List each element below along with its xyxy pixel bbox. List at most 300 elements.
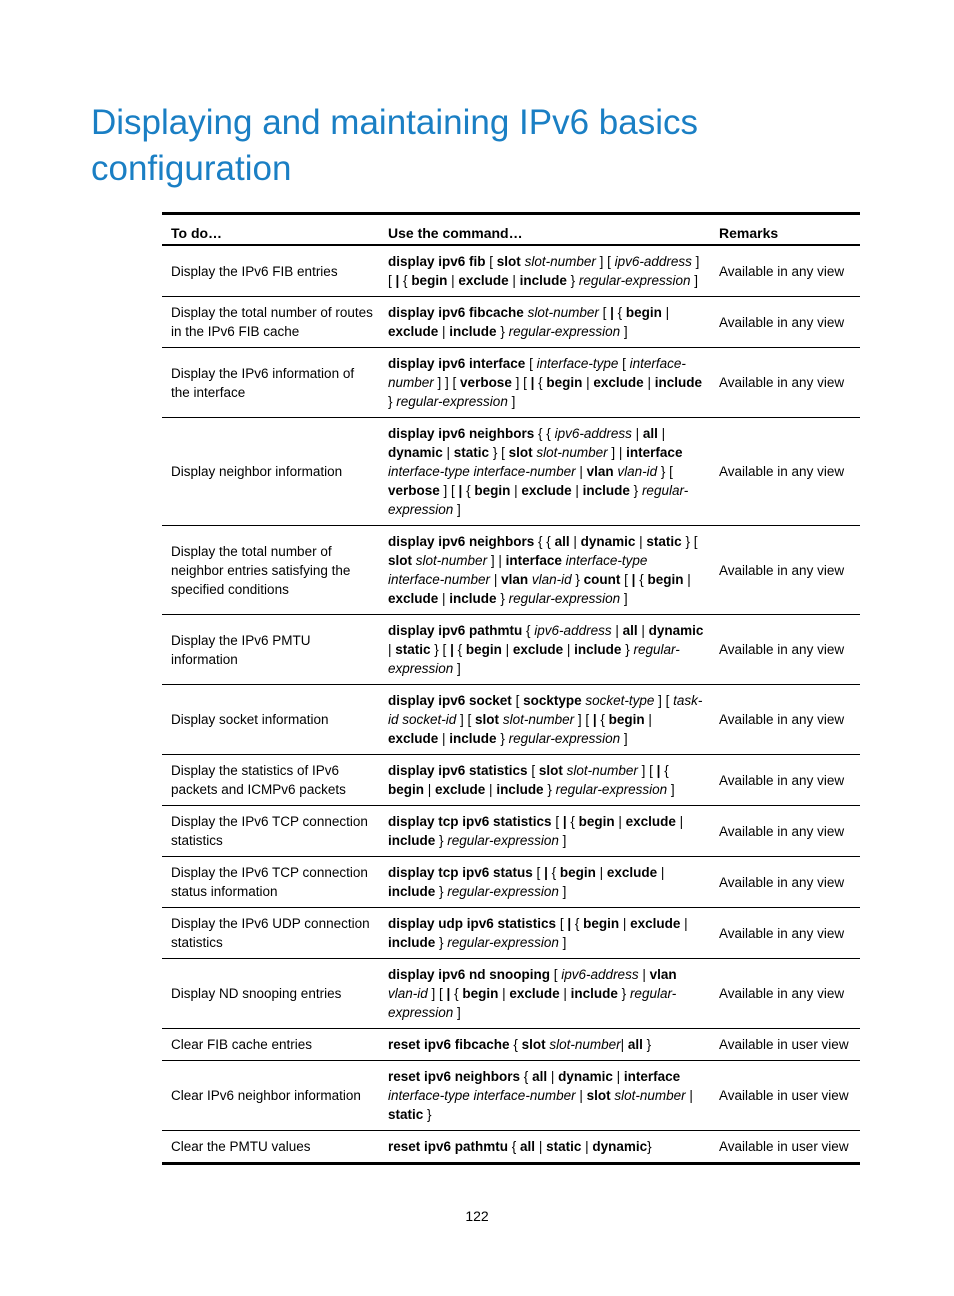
command-syntax: } — [423, 1107, 432, 1122]
command-syntax: | — [563, 642, 575, 657]
command-syntax: ] | — [607, 445, 627, 460]
header-command: Use the command… — [379, 214, 710, 246]
command-syntax: [ — [598, 305, 611, 320]
command-syntax: | — [643, 375, 655, 390]
command-syntax: { { — [534, 534, 555, 549]
table-row — [162, 959, 860, 1029]
table-row — [162, 1061, 860, 1131]
command-syntax: } [ — [430, 642, 451, 657]
command-syntax: | — [490, 572, 502, 587]
command-argument: vlan-id — [388, 986, 428, 1001]
command-syntax: { — [399, 273, 412, 288]
command-syntax: | — [388, 642, 396, 657]
command-keyword: begin — [388, 782, 424, 797]
command-keyword: display ipv6 statistics — [388, 763, 528, 778]
command-syntax: | — [644, 712, 652, 727]
command-keyword: display ipv6 interface — [388, 356, 526, 371]
cell-remarks: Available in any view — [710, 857, 860, 908]
command-keyword: exclude — [521, 483, 572, 498]
cell-todo: Clear IPv6 neighbor information — [162, 1061, 379, 1131]
command-keyword: exclude — [388, 324, 439, 339]
command-keyword: include — [388, 935, 436, 950]
command-syntax: | — [661, 305, 670, 320]
header-remarks: Remarks — [710, 214, 860, 246]
command-syntax: { — [596, 712, 609, 727]
command-argument: regular-expression — [447, 833, 559, 848]
command-syntax: | — [535, 1139, 547, 1154]
command-syntax: ] — [620, 731, 628, 746]
command-keyword: vlan — [586, 464, 614, 479]
command-keyword: slot — [538, 763, 563, 778]
cell-command — [379, 685, 710, 755]
command-keyword: | — [530, 375, 535, 390]
command-syntax: ] — [507, 394, 516, 409]
command-syntax: | — [614, 814, 626, 829]
command-keyword: exclude — [630, 916, 681, 931]
command-keyword: | — [656, 763, 661, 778]
cell-todo: Display the total number of routes in the IPv6 FIB cache — [162, 297, 379, 348]
command-argument: interface-type interface-number — [388, 464, 576, 479]
command-keyword: display ipv6 neighbors — [388, 534, 535, 549]
cell-command — [379, 959, 710, 1029]
command-syntax: } — [435, 833, 448, 848]
command-syntax: { { — [534, 426, 555, 441]
command-keyword: | — [592, 712, 597, 727]
command-argument: vlan-id — [531, 572, 572, 587]
command-keyword: exclude — [509, 986, 560, 1001]
command-syntax: | — [547, 1069, 559, 1084]
command-syntax: ] — [558, 884, 567, 899]
command-keyword: exclude — [388, 731, 439, 746]
command-syntax: { — [509, 1037, 522, 1052]
command-keyword: slot — [521, 1037, 546, 1052]
cell-remarks: Available in any view — [710, 685, 860, 755]
cell-todo: Display neighbor information — [162, 418, 379, 526]
command-syntax: { — [522, 623, 535, 638]
command-keyword: display ipv6 fibcache — [388, 305, 524, 320]
cell-remarks: Available in any view — [710, 245, 860, 297]
table-row — [162, 806, 860, 857]
cell-todo: Display the IPv6 FIB entries — [162, 245, 379, 297]
command-keyword: exclude — [388, 591, 439, 606]
cell-todo: Display the IPv6 TCP connection statistics — [162, 806, 379, 857]
header-todo: To do… — [162, 214, 379, 246]
command-keyword: verbose — [388, 483, 440, 498]
cell-command — [379, 1029, 710, 1061]
command-keyword: reset ipv6 pathmtu — [388, 1139, 509, 1154]
command-syntax: | — [612, 1069, 624, 1084]
command-syntax: | — [510, 483, 522, 498]
table-row — [162, 908, 860, 959]
command-argument: slot-number — [614, 1088, 686, 1103]
command-keyword: include — [654, 375, 702, 390]
command-keyword: exclude — [606, 865, 658, 880]
command-argument: vlan-id — [617, 464, 658, 479]
command-argument: slot-number — [527, 305, 599, 320]
command-keyword: exclude — [512, 642, 564, 657]
cell-remarks: Available in user view — [710, 1131, 860, 1164]
command-syntax: } [ — [681, 534, 698, 549]
command-keyword: slot — [388, 553, 413, 568]
command-syntax: ] | — [487, 553, 506, 568]
command-syntax: } — [435, 935, 448, 950]
command-syntax: | — [498, 986, 510, 1001]
command-keyword: exclude — [458, 273, 509, 288]
command-keyword: display udp ipv6 statistics — [388, 916, 557, 931]
command-keyword: include — [449, 324, 497, 339]
command-syntax: ] [ — [511, 375, 531, 390]
command-syntax: | — [571, 483, 583, 498]
cell-command — [379, 857, 710, 908]
command-keyword: begin — [647, 572, 684, 587]
cell-command — [379, 245, 710, 297]
command-keyword: vlan — [501, 572, 529, 587]
command-argument: interface-type interface-number — [388, 1088, 576, 1103]
command-keyword: interface — [626, 445, 683, 460]
command-argument: interface-type — [536, 356, 619, 371]
command-syntax: | — [569, 534, 581, 549]
cell-remarks: Available in any view — [710, 615, 860, 685]
command-syntax: | — [581, 1139, 593, 1154]
command-keyword: display ipv6 pathmtu — [388, 623, 523, 638]
command-keyword: include — [582, 483, 630, 498]
command-syntax: | — [657, 426, 666, 441]
command-keyword: all — [642, 426, 658, 441]
command-syntax: ] — [620, 324, 628, 339]
command-argument: regular-expression — [396, 394, 508, 409]
command-keyword: include — [388, 884, 436, 899]
table-row — [162, 245, 860, 297]
command-syntax: | — [683, 572, 691, 587]
command-syntax: | — [638, 967, 650, 982]
command-keyword: begin — [462, 986, 499, 1001]
command-syntax: { — [547, 865, 560, 880]
command-argument: ipv6-address — [534, 623, 612, 638]
command-syntax: | — [631, 426, 643, 441]
command-keyword: static — [388, 1107, 424, 1122]
command-syntax: | — [611, 623, 623, 638]
command-argument: regular-expression — [388, 483, 689, 517]
cell-command — [379, 806, 710, 857]
command-syntax: ] [ — [637, 763, 657, 778]
command-syntax: | — [619, 916, 631, 931]
command-syntax: ] — [453, 502, 461, 517]
command-keyword: begin — [608, 712, 645, 727]
command-keyword: all — [554, 534, 570, 549]
command-syntax: ] — [620, 591, 628, 606]
command-keyword: include — [574, 642, 622, 657]
command-syntax: [ — [620, 572, 632, 587]
command-syntax: } — [435, 884, 448, 899]
command-syntax: [ — [525, 356, 537, 371]
command-keyword: | — [567, 916, 572, 931]
command-keyword: slot — [508, 445, 533, 460]
command-argument: slot-number — [415, 553, 488, 568]
command-argument: regular-expression — [508, 324, 621, 339]
command-argument: regular-expression — [447, 935, 559, 950]
command-keyword: include — [496, 782, 544, 797]
command-keyword: all — [622, 623, 638, 638]
command-argument: regular-expression — [388, 986, 677, 1020]
command-syntax: | — [508, 273, 520, 288]
cell-todo: Display the IPv6 TCP connection status information — [162, 857, 379, 908]
command-syntax: ] [ — [595, 254, 615, 269]
command-keyword: static — [646, 534, 682, 549]
table-row — [162, 615, 860, 685]
cell-todo: Display ND snooping entries — [162, 959, 379, 1029]
cell-command — [379, 615, 710, 685]
cell-command — [379, 908, 710, 959]
command-keyword: exclude — [435, 782, 486, 797]
command-syntax: | — [442, 445, 454, 460]
cell-todo: Display the IPv6 information of the interface — [162, 348, 379, 418]
command-syntax: { — [508, 1139, 521, 1154]
command-keyword: exclude — [593, 375, 644, 390]
command-syntax: [ — [618, 356, 630, 371]
command-keyword: | — [631, 572, 636, 587]
command-keyword: display ipv6 fib — [388, 254, 486, 269]
command-keyword: static — [395, 642, 431, 657]
table-row — [162, 857, 860, 908]
command-keyword: display ipv6 neighbors — [388, 426, 535, 441]
command-syntax: | — [575, 1088, 587, 1103]
command-argument: slot-number — [566, 763, 638, 778]
command-argument: socket-type — [585, 693, 655, 708]
cell-remarks: Available in any view — [710, 297, 860, 348]
command-syntax: | — [657, 865, 665, 880]
command-keyword: begin — [546, 375, 583, 390]
command-keyword: | — [446, 986, 451, 1001]
table-header-row — [162, 214, 860, 246]
command-syntax: } — [543, 782, 556, 797]
command-keyword: include — [519, 273, 567, 288]
table-row — [162, 526, 860, 615]
command-syntax: { — [462, 483, 475, 498]
command-syntax: ] — [453, 1005, 461, 1020]
table-row — [162, 297, 860, 348]
command-syntax: { — [453, 642, 466, 657]
cell-remarks: Available in any view — [710, 755, 860, 806]
cell-remarks: Available in user view — [710, 1029, 860, 1061]
command-argument: ipv6-address — [554, 426, 632, 441]
command-syntax: { — [450, 986, 463, 1001]
command-syntax: } — [629, 483, 642, 498]
cell-todo: Display the total number of neighbor entries satisfying the specified conditions — [162, 526, 379, 615]
command-keyword: interface — [505, 553, 562, 568]
cell-todo: Display socket information — [162, 685, 379, 755]
cell-todo: Display the statistics of IPv6 packets and ICMPv6 packets — [162, 755, 379, 806]
command-syntax: | — [595, 865, 607, 880]
command-keyword: static — [546, 1139, 582, 1154]
command-syntax: } — [621, 642, 634, 657]
command-syntax: ] [ — [456, 712, 476, 727]
command-syntax: ] — [558, 833, 567, 848]
command-syntax: { — [534, 375, 547, 390]
command-syntax: } — [496, 324, 509, 339]
table-row — [162, 418, 860, 526]
command-keyword: all — [532, 1069, 548, 1084]
command-syntax: | — [447, 273, 459, 288]
cell-command — [379, 348, 710, 418]
command-syntax: } — [496, 591, 509, 606]
command-syntax: | — [438, 591, 450, 606]
command-syntax: ] — [558, 935, 567, 950]
command-keyword: verbose — [460, 375, 512, 390]
command-syntax: | — [637, 623, 649, 638]
command-keyword: begin — [625, 305, 662, 320]
command-syntax: | — [438, 324, 450, 339]
command-syntax: ] — [667, 782, 675, 797]
command-syntax: [ — [485, 254, 497, 269]
command-syntax: } [ — [489, 445, 509, 460]
command-argument: regular-expression — [508, 731, 621, 746]
cell-todo: Clear the PMTU values — [162, 1131, 379, 1164]
command-syntax: } [ — [657, 464, 673, 479]
command-argument: interface-type interface-number — [388, 553, 648, 587]
command-keyword: | — [458, 483, 463, 498]
table-row — [162, 685, 860, 755]
command-syntax: ] [ — [427, 986, 447, 1001]
command-keyword: begin — [465, 642, 502, 657]
command-keyword: dynamic — [648, 623, 704, 638]
command-syntax: | — [501, 642, 513, 657]
command-syntax: [ — [551, 814, 563, 829]
command-syntax: ] [ — [574, 712, 593, 727]
command-keyword: display tcp ipv6 statistics — [388, 814, 552, 829]
command-syntax: ] [ — [388, 254, 700, 288]
command-keyword: | — [562, 814, 567, 829]
cell-command — [379, 1131, 710, 1164]
command-syntax: | — [559, 986, 571, 1001]
command-syntax: [ — [527, 763, 539, 778]
command-keyword: dynamic — [592, 1139, 648, 1154]
command-argument: regular-expression — [388, 642, 680, 676]
command-argument: task-id socket-id — [388, 693, 703, 727]
command-syntax: | — [635, 534, 647, 549]
command-argument: regular-expression — [447, 884, 559, 899]
cell-remarks: Available in any view — [710, 526, 860, 615]
command-syntax: | — [685, 1088, 693, 1103]
command-keyword: include — [449, 731, 497, 746]
table-body — [162, 245, 860, 1164]
command-syntax: { — [520, 1069, 533, 1084]
command-keyword: | — [544, 865, 548, 880]
command-keyword: | — [610, 305, 614, 320]
command-keyword: slot — [475, 712, 500, 727]
command-syntax: { — [660, 763, 669, 778]
command-syntax: ] [ — [654, 693, 674, 708]
command-keyword: begin — [583, 916, 620, 931]
command-syntax: [ — [532, 865, 545, 880]
command-argument: slot-number — [502, 712, 575, 727]
command-argument: regular-expression — [578, 273, 691, 288]
command-syntax: | — [680, 916, 688, 931]
command-argument: slot-number — [524, 254, 596, 269]
command-syntax: } — [388, 394, 397, 409]
command-keyword: reset ipv6 neighbors — [388, 1069, 521, 1084]
cell-remarks: Available in any view — [710, 908, 860, 959]
table-row — [162, 1029, 860, 1061]
command-keyword: display ipv6 nd snooping — [388, 967, 551, 982]
command-syntax: } — [571, 572, 584, 587]
table-row — [162, 1131, 860, 1164]
command-syntax: | — [675, 814, 684, 829]
cell-todo: Clear FIB cache entries — [162, 1029, 379, 1061]
command-argument: interface-number — [388, 356, 686, 390]
command-keyword: begin — [578, 814, 615, 829]
command-keyword: static — [453, 445, 490, 460]
command-syntax: } — [617, 986, 630, 1001]
command-syntax: | — [485, 782, 497, 797]
command-keyword: begin — [474, 483, 511, 498]
cell-command — [379, 755, 710, 806]
command-keyword: dynamic — [558, 1069, 613, 1084]
command-syntax: } — [496, 731, 509, 746]
command-keyword: include — [449, 591, 497, 606]
table-row — [162, 348, 860, 418]
cell-remarks: Available in any view — [710, 348, 860, 418]
command-keyword: slot — [586, 1088, 611, 1103]
cell-command — [379, 526, 710, 615]
command-syntax: | — [424, 782, 436, 797]
command-argument: slot-number — [549, 1037, 621, 1052]
cell-command — [379, 1061, 710, 1131]
cell-command — [379, 418, 710, 526]
cell-command — [379, 297, 710, 348]
command-keyword: display ipv6 socket — [388, 693, 512, 708]
command-keyword: vlan — [649, 967, 677, 982]
command-keyword: | — [395, 273, 400, 288]
command-syntax: } — [642, 1037, 652, 1052]
command-keyword: include — [388, 833, 436, 848]
command-argument: regular-expression — [508, 591, 621, 606]
command-syntax: { — [613, 305, 626, 320]
cell-remarks: Available in any view — [710, 418, 860, 526]
page-number: 122 — [465, 1208, 489, 1224]
command-syntax: } — [647, 1139, 652, 1154]
cell-remarks: Available in any view — [710, 806, 860, 857]
command-table — [162, 212, 860, 1165]
command-syntax: ] — [690, 273, 698, 288]
cell-todo: Display the IPv6 PMTU information — [162, 615, 379, 685]
command-syntax: | — [582, 375, 594, 390]
command-syntax: { — [566, 814, 579, 829]
command-keyword: all — [520, 1139, 536, 1154]
command-syntax: | — [575, 464, 587, 479]
command-argument: regular-expression — [555, 782, 668, 797]
cell-remarks: Available in any view — [710, 959, 860, 1029]
cell-remarks: Available in user view — [710, 1061, 860, 1131]
command-syntax: | — [438, 731, 450, 746]
command-argument: slot-number — [536, 445, 608, 460]
command-syntax: { — [571, 916, 584, 931]
command-syntax: [ — [556, 916, 568, 931]
command-syntax: } — [566, 273, 579, 288]
command-syntax: | — [620, 1037, 628, 1052]
command-syntax: [ — [511, 693, 524, 708]
command-keyword: slot — [496, 254, 521, 269]
command-syntax: ] ] [ — [433, 375, 461, 390]
command-keyword: interface — [623, 1069, 681, 1084]
command-syntax: ] [ — [439, 483, 459, 498]
command-syntax: ] — [453, 661, 461, 676]
command-keyword: display tcp ipv6 status — [388, 865, 533, 880]
command-keyword: exclude — [625, 814, 676, 829]
command-argument: ipv6-address — [614, 254, 692, 269]
command-syntax: { — [635, 572, 648, 587]
table-row — [162, 755, 860, 806]
command-keyword: dynamic — [580, 534, 636, 549]
